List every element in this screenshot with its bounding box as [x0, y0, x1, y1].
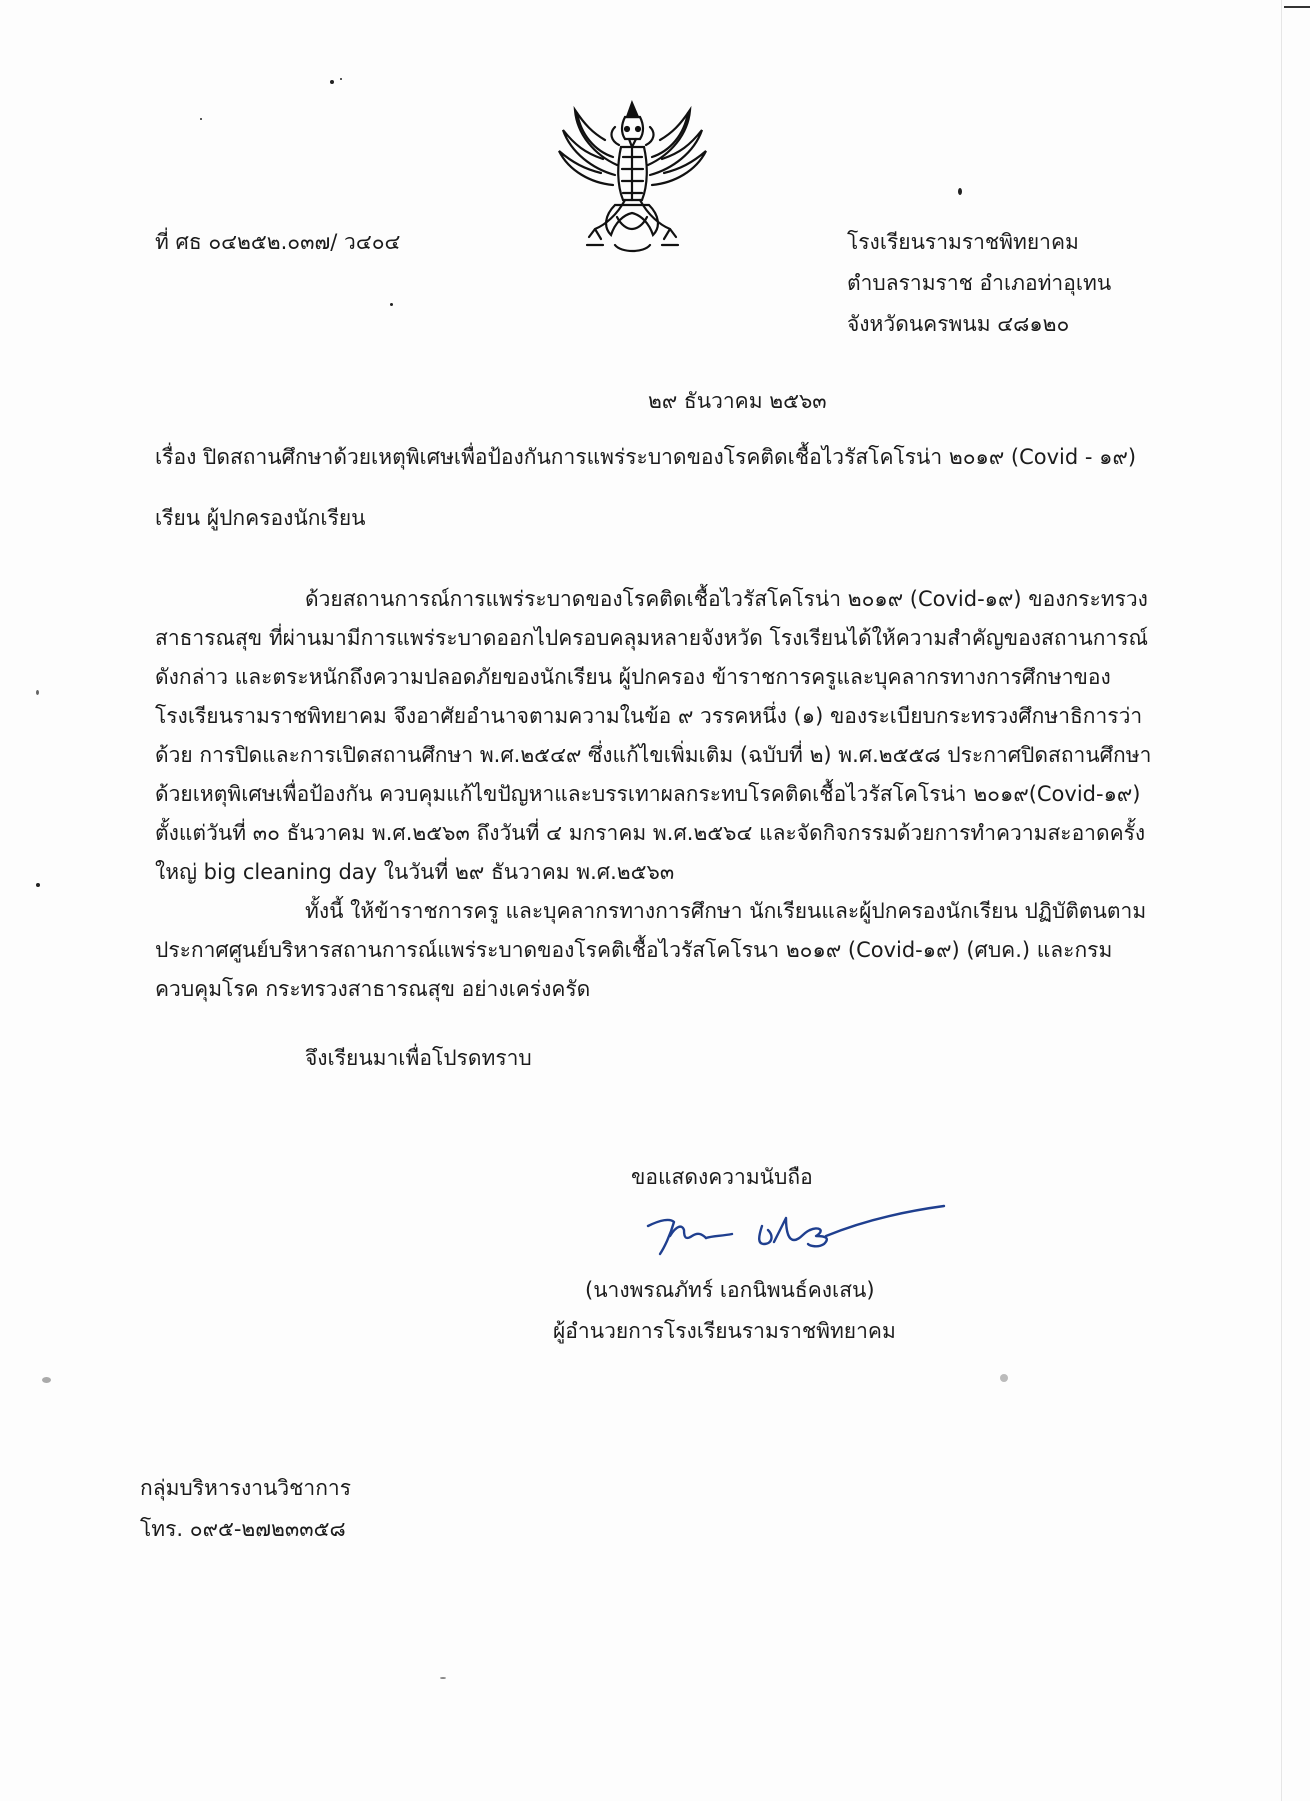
- signer-name: (นางพรณภัทร์ เอกนิพนธ์คงเสน): [585, 1278, 875, 1302]
- letter-body: [155, 580, 1155, 1009]
- garuda-emblem-icon: [555, 95, 710, 265]
- letter-date: ๒๙ ธันวาคม ๒๕๖๓: [648, 389, 827, 413]
- scan-speck: [36, 883, 40, 887]
- scan-speck: [390, 303, 393, 306]
- scan-speck: [42, 1377, 51, 1383]
- scan-speck: [340, 78, 342, 80]
- scan-speck: [330, 80, 334, 84]
- letter-salutation: เรียน ผู้ปกครองนักเรียน: [155, 506, 366, 530]
- scan-corner-mark: [1284, 6, 1310, 8]
- body-line: ประกาศศูนย์บริหารสถานการณ์แพร่ระบาดของโรคติเชื้อไวรัสโคโรนา ๒๐๑๙ (Covid-๑๙) (ศบค.) และกรม: [155, 938, 1113, 962]
- body-line: ด้วยสถานการณ์การแพร่ระบาดของโรคติดเชื้อไวรัสโคโรน่า ๒๐๑๙ (Covid-๑๙) ของกระทรวง: [305, 587, 1148, 611]
- closing-line: จึงเรียนมาเพื่อโปรดทราบ: [305, 1046, 532, 1070]
- body-line: ควบคุมโรค กระทรวงสาธารณสุข อย่างเคร่งครัด: [155, 977, 591, 1001]
- scan-speck: [200, 118, 202, 120]
- sender-address-line1: ตำบลรามราช อำเภอท่าอุเทน: [847, 271, 1112, 295]
- body-line: สาธารณสุข ที่ผ่านมามีการแพร่ระบาดออกไปครอบคลุมหลายจังหวัด โรงเรียนได้ให้ความสำคัญของสถานการณ์: [155, 626, 1148, 650]
- body-line: ด้วยเหตุพิเศษเพื่อป้องกัน ควบคุมแก้ไขปัญหาและบรรเทาผลกระทบโรคติดเชื้อไวรัสโคโรน่า ๒๐๑๙(Covid-๑๙): [155, 782, 1141, 806]
- department-name: กลุ่มบริหารงานวิชาการ: [140, 1476, 351, 1500]
- sender-address-line2: จังหวัดนครพนม ๔๘๑๒๐: [847, 312, 1070, 336]
- body-line: ตั้งแต่วันที่ ๓๐ ธันวาคม พ.ศ.๒๕๖๓ ถึงวันที่ ๔ มกราคม พ.ศ.๒๕๖๔ และจัดกิจกรรมด้วยการทำความสะอาดครั้ง: [155, 821, 1146, 845]
- signer-title: ผู้อำนวยการโรงเรียนรามราชพิทยาคม: [553, 1319, 896, 1343]
- body-line: ทั้งนี้ ให้ข้าราชการครู และบุคลากรทางการศึกษา นักเรียนและผู้ปกครองนักเรียน ปฏิบัติตนตาม: [305, 899, 1147, 923]
- body-line: ดังกล่าว และตระหนักถึงความปลอดภัยของนักเรียน ผู้ปกครอง ข้าราชการครูและบุคลากรทางการศึกษาของ: [155, 665, 1111, 689]
- handwritten-signature: [640, 1196, 950, 1266]
- scan-edge-line: [1281, 0, 1282, 1801]
- scan-speck: [958, 188, 962, 195]
- scan-speck: [36, 690, 39, 695]
- reference-number: ที่ ศธ ๐๔๒๕๒.๐๓๗/ ว๔๐๔: [155, 230, 401, 254]
- scan-speck: [1000, 1374, 1008, 1382]
- regards-line: ขอแสดงความนับถือ: [631, 1165, 813, 1189]
- body-line: ใหญ่ big cleaning day ในวันที่ ๒๙ ธันวาคม พ.ศ.๒๕๖๓: [155, 860, 675, 884]
- sender-school: โรงเรียนรามราชพิทยาคม: [847, 230, 1079, 254]
- body-line: ด้วย การปิดและการเปิดสถานศึกษา พ.ศ.๒๕๔๙ ซึ่งแก้ไขเพิ่มเติม (ฉบับที่ ๒) พ.ศ.๒๕๕๘ ประกาศปิดสถานศึกษา: [155, 743, 1152, 767]
- phone-number: โทร. ๐๙๕-๒๗๒๓๓๕๘: [140, 1517, 346, 1541]
- letter-subject: เรื่อง ปิดสถานศึกษาด้วยเหตุพิเศษเพื่อป้องกันการแพร่ระบาดของโรคติดเชื้อไวรัสโคโรน่า ๒๐๑๙ (Covid - ๑๙): [155, 445, 1137, 469]
- scan-speck: [440, 1677, 446, 1679]
- body-line: โรงเรียนรามราชพิทยาคม จึงอาศัยอำนาจตามความในข้อ ๙ วรรคหนึ่ง (๑) ของระเบียบกระทรวงศึกษาธิการว่า: [155, 704, 1143, 728]
